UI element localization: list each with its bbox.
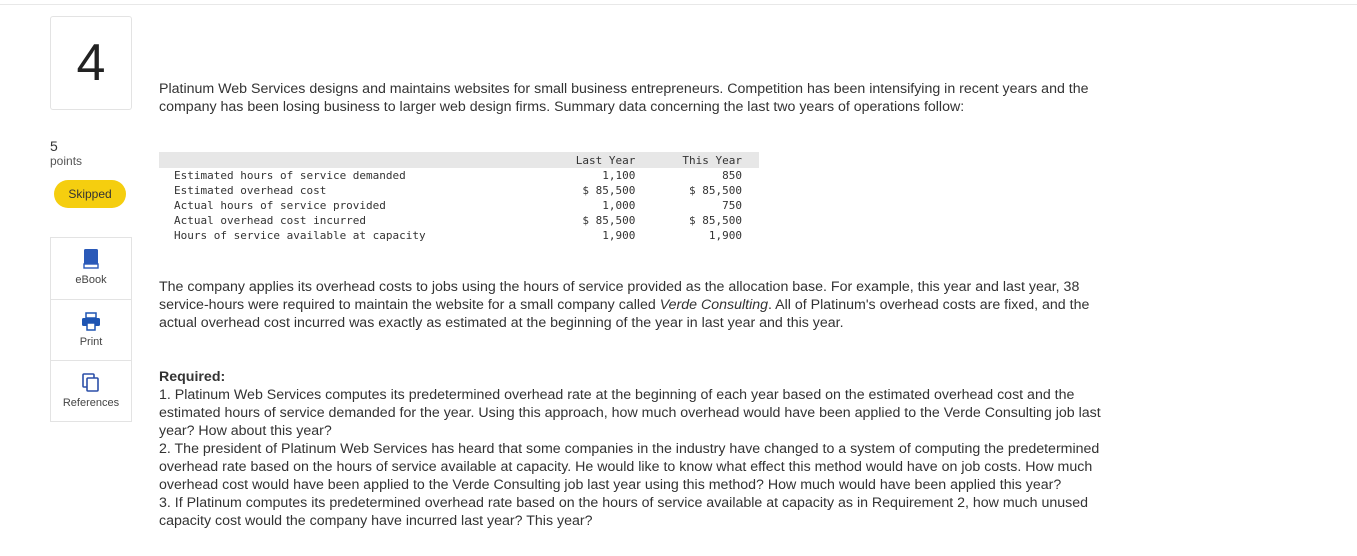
ebook-button[interactable] [51, 238, 131, 299]
row-label: Hours of service available at capacity [174, 229, 426, 242]
table-row [159, 228, 759, 243]
row-last-year: $ 85,500 [582, 184, 636, 197]
required-section [159, 368, 1104, 530]
header-this-year: This Year [635, 152, 759, 168]
requirement-item: 2. The president of Platinum Web Services has heard that some companies in the industry have changed to a system of computing the predetermined overhead rate based on the hours of service available at capacity. He would like to know what effect this method would have on job costs. How much overhead cost would have been applied to the Verde Consulting job last year using this method? How much would have been applied this year? [159, 441, 1100, 493]
header-last-year: Last Year [467, 152, 635, 168]
row-label: Actual overhead cost incurred [174, 214, 367, 227]
row-this-year: $ 85,500 [689, 184, 742, 197]
para-text-after: . All of Platinum's overhead costs are fixed, and the actual overhead cost incurred was exactly as estimated at the beginning of the year in last year and this year. [159, 297, 1090, 331]
points-label: points [50, 154, 83, 168]
table-row [159, 183, 759, 198]
print-label: Print [79, 336, 103, 348]
row-last-year: 1,100 [602, 169, 636, 182]
intro-paragraph: Platinum Web Services designs and maintains websites for small business entrepreneurs. Competition has been intensifying in recent years and the company has been losing business to larger web design firms. Summary data concerning the last two years of operations follow: [159, 81, 1089, 115]
ebook-icon [82, 248, 100, 270]
row-this-year: 850 [722, 169, 742, 182]
points-value: 5 [50, 138, 58, 154]
ebook-label: eBook [75, 274, 107, 286]
table-row [159, 168, 759, 183]
print-icon [81, 312, 101, 332]
requirement-item: 1. Platinum Web Services computes its predetermined overhead rate at the beginning of each year based on the estimated overhead cost and the estimated hours of service demanded for the year. Using this approach, how much overhead would have been applied to the Verde Consulting job last year? How about this year? [159, 387, 1101, 439]
row-this-year: 750 [722, 199, 742, 212]
table-header-row [159, 152, 759, 168]
header-blank [159, 152, 467, 168]
references-icon [82, 373, 100, 393]
row-this-year: 1,900 [708, 229, 742, 242]
row-last-year: 1,900 [602, 229, 636, 242]
table-row [159, 198, 759, 213]
requirement-item: 3. If Platinum computes its predetermined overhead rate based on the hours of service available at capacity as in Requirement 2, how much unused capacity cost would the company have incurred last year? This year? [159, 495, 1089, 529]
company-name-italic: Verde Consulting [659, 297, 769, 313]
row-this-year: $ 85,500 [689, 214, 742, 227]
row-label: Actual hours of service provided [174, 199, 386, 212]
top-divider [0, 4, 1357, 5]
skipped-status-badge: Skipped [54, 180, 126, 208]
row-label: Estimated hours of service demanded [174, 169, 406, 182]
references-label: References [62, 397, 120, 409]
print-button[interactable] [51, 300, 131, 361]
table-row [159, 213, 759, 228]
required-heading: Required: [159, 369, 226, 385]
summary-data-table [159, 152, 759, 243]
para-text-before: The company applies its overhead costs to jobs using the hours of service provided as the allocation base. For example, this year and last year, 38 service-hours were required to maintain the website for a small company called [159, 279, 1080, 313]
references-button[interactable] [51, 361, 131, 422]
allocation-paragraph [159, 278, 1104, 332]
row-last-year: $ 85,500 [582, 214, 636, 227]
row-label: Estimated overhead cost [174, 184, 327, 197]
row-last-year: 1,000 [602, 199, 636, 212]
question-number: 4 [50, 16, 132, 110]
resource-tools-panel [50, 237, 132, 422]
